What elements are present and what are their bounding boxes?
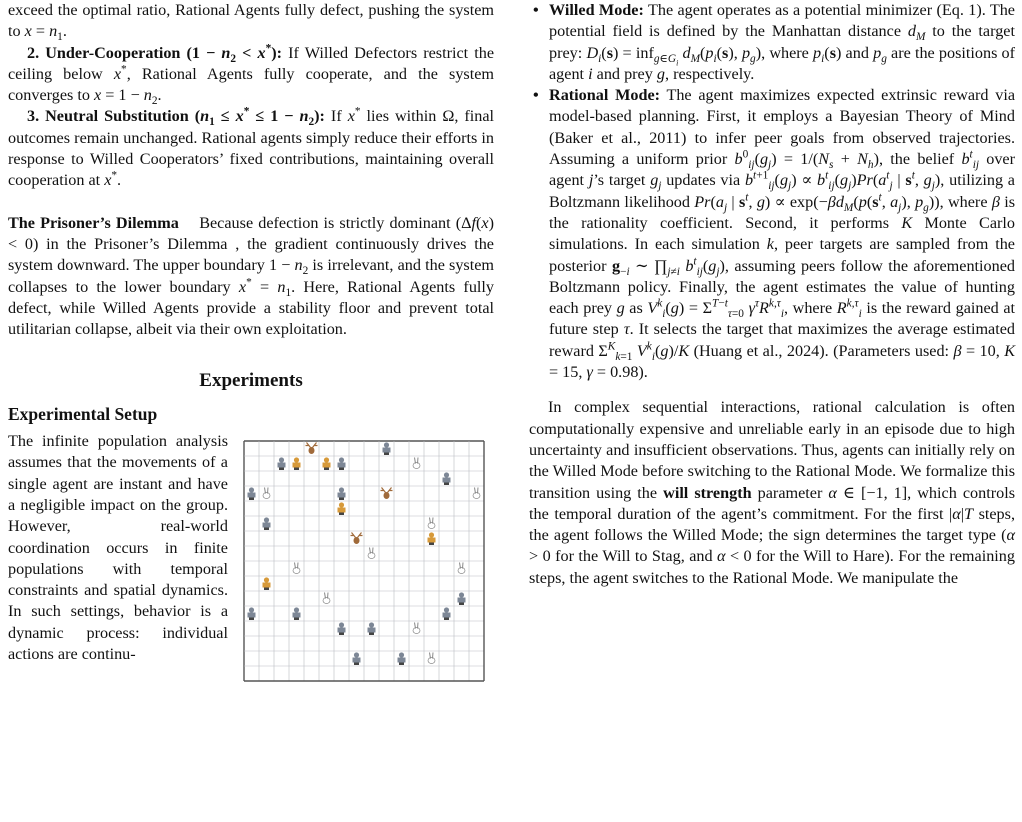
hunter-icon <box>338 457 346 470</box>
hunter-icon <box>248 487 256 500</box>
rational-mode-item: • Rational Mode: The agent maximizes expected extrinsic reward via model-based planning. First, it employs a Bayesian Theory of Mind (Baker et al., 2011) to infer peer goals from observed trajectories. Assuming a uniform prior $b^0_{ij}(g_j) = 1/(N_s + N_h)$, the belief $b^t_{ij}$ over agent j’s target $g_j$ updates via $b^{t+1}_{ij}(g_j) \propto b^t_{ij}(g_j)Pr(a^t_j$ | $s^t$, $g_j$), utilizing a Boltzmann likelihood $Pr(a_j$ | $s^t$, $g) \propto \exp(-\beta d_M(p(s^t$, $a_j$), $p_g$)), where β is the rationality coefficient. Second, it performs K Monte Carlo simulations. In each simulation k, peer targets are sampled from the posterior $g_{-i}$ ∼ $\prod_{j\ne i}$ $b^t_{ij}(g_j)$, assuming peers follow the aforementioned Boltzmann policy. Finally, the agent estimates the value of hunting each prey g as $V^k_i(g) = \Sigma^{T-t}_{\tau=0}$ $\gamma^\tau R^{k,\tau}_i$, where $R^{k,\tau}_i$ is the reward gained at future step τ. It selects the target that maximizes the average estimated reward $\Sigma^K_{k=1}$ $V^k_i(g)/K$ (Huang et al., 2024). (Parameters used: β = 10, K = 15, γ = 0.98). <box>529 85 1015 383</box>
hunter-icon <box>323 457 331 470</box>
stag-icon <box>351 533 363 545</box>
stag-icon <box>306 443 318 455</box>
hunter-icon <box>458 592 466 605</box>
hunter-icon <box>293 607 301 620</box>
hunter-icon <box>338 622 346 635</box>
hunter-icon <box>248 607 256 620</box>
gridworld-map <box>242 439 492 739</box>
setup-block <box>8 431 494 769</box>
right-column <box>529 0 1015 589</box>
hare-icon <box>458 563 465 574</box>
hunter-icon <box>338 487 346 500</box>
mode-list <box>529 0 1015 383</box>
hunter-icon <box>428 532 436 545</box>
hare-icon <box>263 488 270 499</box>
neutral-substitution-item: 3. Neutral Substitution $(n_1 \le x^* \le 1 - n_2)$: If x* lies within Ω, final outcomes remain unchanged. Rational agents simply reduce their efforts in response to Willed Cooperators’ fixed contributions, maintaining overall cooperation at x*. <box>8 106 495 190</box>
hare-icon <box>413 458 420 469</box>
hare-icon <box>428 653 435 664</box>
hunter-icon <box>443 472 451 485</box>
hare-icon <box>413 623 420 634</box>
hare-icon <box>368 548 375 559</box>
hunter-icon <box>398 652 406 665</box>
hare-icon <box>323 593 330 604</box>
hunter-icon <box>263 577 271 590</box>
setup-text: The infinite population analysis assumes that the movements of a single agent are instant and have a negligible impact on the group. However, real-world coordination occurs in finite populations with temporal constraints and spatial dynamics. In such settings, behavior is a dynamic process: individual actions are continu- <box>8 432 228 664</box>
transition-paragraph: In complex sequential interactions, rational calculation is often computationally expensive and unreliable early in an episode due to high uncertainty and insufficient observations. Thus, agents can initially rely on the Willed Mode before switching to the Rational Mode. We formalize this transition using the will strength parameter α ∈ [−1, 1], which controls the temporal duration of the agent’s commitment. For the first |α|T steps, the agent follows the Willed Mode; the sign determines the target type (α > 0 for the Will to Stag, and α < 0 for the Will to Hare). For the remaining steps, the agent switches to the Rational Mode. We manipulate the <box>529 398 1015 587</box>
hunter-icon <box>353 652 361 665</box>
gridworld-figure <box>242 439 492 769</box>
stag-icon <box>381 488 393 500</box>
hunter-icon <box>443 607 451 620</box>
prisoners-dilemma-paragraph: The Prisoner’s Dilemma Because defection is strictly dominant (Δf(x) < 0) in the Prisoner’s Dilemma , the gradient continuously drives the system downward. The upper boundary $1 - n_2$ is irrelevant, and the system collapses to the lower boundary $x^* = n_1$. Here, Rational Agents fully defect, while Willed Agents provide a stability floor and prevent total utilitarian collapse, albeit via their own exploitation. <box>8 213 494 339</box>
hunter-icon <box>278 457 286 470</box>
hunter-icon <box>263 517 271 530</box>
hunter-icon <box>368 622 376 635</box>
hare-icon <box>473 488 480 499</box>
subsection-title: Experimental Setup <box>8 403 158 424</box>
hare-icon <box>293 563 300 574</box>
under-cooperation-item: 2. Under-Cooperation $(1 - n_2 < x^*)$: If Willed Defectors restrict the ceiling below x*, Rational Agents fully cooperate, and the system converges to $x = 1 - n_2$. <box>8 42 495 108</box>
hunter-icon <box>293 457 301 470</box>
hunter-icon <box>338 502 346 515</box>
section-title: Experiments <box>199 370 303 392</box>
hunter-icon <box>383 442 391 455</box>
left-column <box>8 0 494 769</box>
hare-icon <box>428 518 435 529</box>
willed-mode-item: • Willed Mode: The agent operates as a potential minimizer (Eq. 1). The potential field is defined by the Manhattan distance $d_M$ to the target prey: $D_i(s) = inf_{g\in G_i}$ $d_M(p_i(s)$, $p_g$), where $p_i(s)$ and $p_g$ are the positions of agent i and prey g, respectively. <box>529 0 1015 85</box>
paragraph-continuation: exceed the optimal ratio, Rational Agents fully defect, pushing the system to $x = n_1$. <box>8 1 494 44</box>
